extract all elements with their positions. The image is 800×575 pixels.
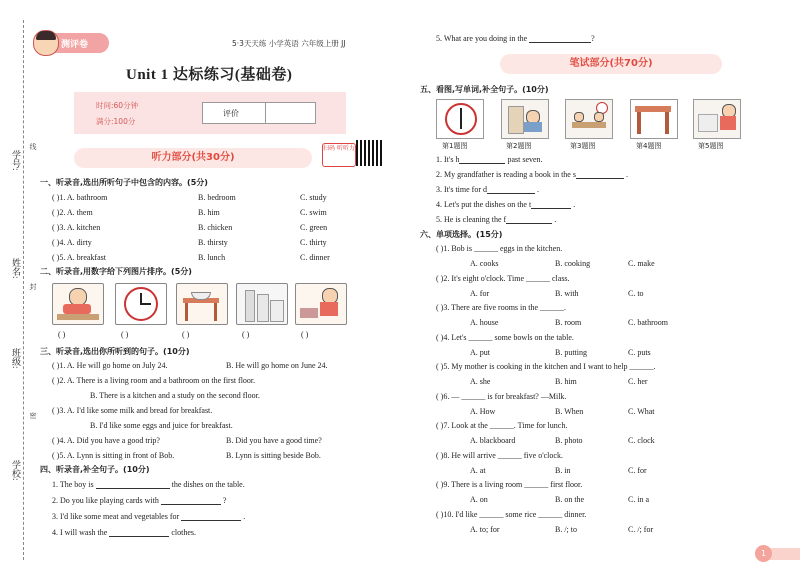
choice-c[interactable]: C. puts: [628, 347, 651, 357]
evaluation-box[interactable]: [202, 102, 316, 124]
option-c: C. study: [300, 193, 327, 202]
picture-caption: 第2题图: [506, 142, 532, 150]
section-4-heading: 四、听录音,补全句子。(10分): [40, 465, 150, 474]
info-panel: [74, 92, 346, 134]
answer-blank[interactable]: [531, 200, 571, 209]
choice-b[interactable]: B. on the: [555, 495, 585, 504]
listening-section-banner: [74, 148, 312, 168]
choice-a[interactable]: A. she: [470, 377, 491, 386]
picture-5-2: [501, 99, 549, 139]
sentence-start: 2. Do you like playing cards with: [52, 496, 159, 505]
choice-question: ( )4. Let's ______ some bowls on the table.: [436, 332, 574, 342]
choice-a[interactable]: A. to; for: [470, 524, 500, 534]
choice-a[interactable]: A. on: [470, 495, 488, 504]
question-text: ( )1. A. bathroom: [52, 193, 108, 202]
sentence-option: B. Lynn is sitting beside Bob.: [226, 451, 321, 460]
score-info: 满分:100分: [96, 117, 136, 126]
question-text: ( )4. A. dirty: [52, 238, 92, 247]
picture-5-4: [630, 99, 678, 139]
class-label: 班级:: [11, 348, 21, 369]
sentence-start: 4. I will wash the: [52, 528, 108, 537]
answer-blank[interactable]: [96, 480, 170, 489]
choice-c[interactable]: C. /; for: [628, 524, 654, 534]
option-c: C. thirty: [300, 238, 327, 247]
number-label: 学号:: [11, 150, 21, 171]
answer-blank[interactable]: [506, 215, 552, 224]
mascot-icon: [33, 30, 59, 56]
choice-question: ( )3. There are five rooms in the ______.: [436, 303, 567, 312]
binding-margin: [6, 0, 36, 575]
choice-question: ( )6. — ______ is for breakfast? —Milk.: [436, 391, 567, 401]
choice-a[interactable]: A. put: [470, 347, 490, 357]
option-b: B. lunch: [198, 253, 226, 262]
choice-c[interactable]: C. her: [628, 377, 648, 386]
badge-label: 测评卷: [61, 40, 89, 50]
answer-bracket[interactable]: ( ): [242, 330, 250, 339]
picture-clock: [115, 283, 167, 325]
book-header: 5·3天天练 小学英语 六年级上册 JJ: [232, 39, 346, 48]
choice-question: ( )1. Bob is ______ eggs in the kitchen.: [436, 244, 563, 253]
choice-b[interactable]: B. photo: [555, 436, 583, 445]
answer-blank[interactable]: [487, 185, 535, 194]
choice-b[interactable]: B. /; to: [555, 524, 578, 534]
sentence-end: .: [625, 170, 628, 179]
choice-question: ( )2. It's eight o'clock. Time ______ class.: [436, 273, 570, 283]
sentence-option: ( )4. A. Did you have a good trip?: [52, 436, 160, 445]
answer-bracket[interactable]: ( ): [182, 330, 190, 339]
answer-blank[interactable]: [181, 512, 241, 521]
picture-caption: 第3题图: [570, 142, 596, 150]
choice-question: ( )5. My mother is cooking in the kitchen and I want to help ______.: [436, 362, 656, 371]
seal-char-3: 密: [29, 412, 37, 419]
sentence-start: 1. It's h: [436, 155, 460, 164]
choice-a[interactable]: A. cooks: [470, 259, 499, 268]
answer-bracket[interactable]: ( ): [121, 330, 129, 339]
school-label: 学校:: [11, 460, 21, 481]
choice-c[interactable]: C. to: [628, 288, 644, 298]
sentence-end: .: [554, 215, 557, 224]
choice-b[interactable]: B. When: [555, 406, 584, 416]
sentence-end: .: [537, 185, 539, 194]
option-b: B. bedroom: [198, 193, 236, 202]
name-label: 姓名:: [11, 258, 21, 279]
picture-boy-cleaning: [295, 283, 347, 325]
time-info: 时间:60分钟: [96, 101, 139, 110]
answer-blank[interactable]: [161, 496, 221, 505]
option-b: B. chicken: [198, 223, 233, 232]
seal-char-1: 线: [29, 143, 37, 150]
picture-boy-eating: [52, 283, 104, 325]
choice-c[interactable]: C. in a: [628, 495, 650, 504]
picture-5-5: [693, 99, 741, 139]
answer-blank[interactable]: [459, 155, 505, 164]
section-2-heading: 二、听录音,用数字给下列图片排序。(5分): [40, 267, 192, 276]
picture-caption: 第5题图: [698, 142, 724, 150]
answer-bracket[interactable]: ( ): [58, 330, 66, 339]
sentence-start: 5. He is cleaning the f: [436, 215, 507, 224]
picture-caption: 第1题图: [442, 142, 468, 150]
choice-question: ( )7. Look at the ______. Time for lunch.: [436, 421, 568, 430]
choice-b[interactable]: B. him: [555, 377, 577, 386]
clock-icon: [124, 287, 158, 321]
sentence-option: B. There is a kitchen and a study on the second floor.: [90, 391, 260, 400]
sentence-start: 5. What are you doing in the: [436, 34, 528, 43]
sentence-option: ( )2. A. There is a living room and a bathroom on the first floor.: [52, 376, 256, 385]
question-text: ( )3. A. kitchen: [52, 223, 101, 232]
sentence-start: 3. It's time for d: [436, 185, 487, 194]
option-c: C. swim: [300, 208, 327, 217]
section-6-heading: 六、单项选择。(15分): [420, 230, 503, 239]
question-text: ( )2. A. them: [52, 208, 93, 217]
fill-in-sentence: [52, 512, 245, 521]
choice-b[interactable]: B. in: [555, 465, 571, 475]
sentence-option: B. I'd like some eggs and juice for breakfast.: [90, 421, 233, 430]
picture-bathroom: [236, 283, 288, 325]
fill-in-sentence: [436, 215, 556, 224]
answer-blank[interactable]: [529, 34, 591, 43]
answer-bracket[interactable]: ( ): [301, 330, 309, 339]
sentence-end: ?: [591, 34, 595, 43]
fill-in-sentence: [436, 155, 543, 164]
answer-blank[interactable]: [576, 170, 624, 179]
choice-a[interactable]: A. How: [470, 406, 496, 416]
choice-c[interactable]: C. make: [628, 259, 655, 268]
choice-a[interactable]: A. house: [470, 318, 499, 327]
section-3-heading: 三、听录音,选出你所听到的句子。(10分): [40, 347, 190, 356]
sentence-end: the dishes on the table.: [171, 480, 245, 489]
picture-caption: 第4题图: [636, 142, 662, 150]
sentence-option: ( )5. A. Lynn is sitting in front of Bob.: [52, 451, 175, 460]
choice-c[interactable]: C. bathroom: [628, 318, 668, 327]
written-section-banner: [500, 54, 722, 74]
option-c: C. green: [300, 223, 328, 232]
page-title: Unit 1 达标练习(基础卷): [126, 67, 293, 83]
qr-caption: 扫码 听听力: [322, 143, 356, 167]
qr-code-icon[interactable]: [356, 140, 382, 166]
section-1-heading: 一、听录音,选出所听句子中包含的内容。(5分): [40, 178, 208, 187]
choice-b[interactable]: B. putting: [555, 347, 588, 357]
evaluation-divider: [265, 103, 266, 123]
fill-in-sentence: [52, 480, 245, 489]
choice-question: ( )8. He will arrive ______ five o'clock.: [436, 450, 563, 460]
sentence-start: 3. I'd like some meat and vegetables for: [52, 512, 180, 521]
sentence-start: 1. The boy is: [52, 480, 94, 489]
test-badge: [35, 33, 109, 53]
sentence-option: B. Did you have a good time?: [226, 436, 322, 445]
choice-b[interactable]: B. cooking: [555, 259, 591, 268]
listening-banner-text: 听力部分(共30分): [151, 152, 235, 163]
choice-a[interactable]: A. at: [470, 465, 486, 475]
choice-c[interactable]: C. for: [628, 465, 647, 475]
sentence-option: ( )1. A. He will go home on July 24.: [52, 361, 168, 370]
fill-in-sentence: [52, 528, 196, 537]
sentence-end: .: [243, 512, 246, 521]
picture-5-1: [436, 99, 484, 139]
seal-char-2: 封: [29, 283, 37, 290]
option-b: B. thirsty: [198, 238, 228, 247]
choice-b[interactable]: B. room: [555, 318, 582, 327]
evaluation-label: 评价: [223, 109, 239, 118]
fill-in-sentence: [436, 170, 628, 179]
choice-question: ( )9. There is a living room ______ first floor.: [436, 480, 583, 489]
question-text: ( )5. A. breakfast: [52, 253, 106, 262]
clock-icon: [445, 103, 477, 135]
sentence-end: .: [573, 200, 576, 209]
section-5-heading: 五、看图,写单词,补全句子。(10分): [420, 85, 549, 94]
choice-question: ( )10. I'd like ______ some rice ______ dinner.: [436, 509, 587, 519]
answer-blank[interactable]: [109, 528, 169, 537]
fill-in-sentence: [436, 200, 575, 209]
written-banner-text: 笔试部分(共70分): [569, 58, 653, 69]
choice-c[interactable]: C. clock: [628, 436, 655, 445]
choice-c[interactable]: C. What: [628, 406, 655, 416]
fill-in-sentence: [52, 496, 226, 505]
sentence-end: ?: [222, 496, 227, 505]
sentence-start: 2. My grandfather is reading a book in the s: [436, 170, 576, 179]
sentence-option: ( )3. A. I'd like some milk and bread for breakfast.: [52, 406, 213, 415]
sentence-start: 4. Let's put the dishes on the t: [436, 200, 532, 209]
picture-table-dishes: [176, 283, 228, 325]
sentence-end: past seven.: [507, 155, 543, 164]
choice-b[interactable]: B. with: [555, 288, 579, 298]
sentence-end: clothes.: [171, 528, 196, 537]
fill-in-sentence: [436, 185, 539, 194]
fold-line: [23, 20, 24, 560]
picture-5-3: [565, 99, 613, 139]
option-b: B. him: [198, 208, 220, 217]
choice-a[interactable]: A. for: [470, 288, 490, 298]
sentence-option: B. He will go home on June 24.: [226, 361, 328, 370]
choice-a[interactable]: A. blackboard: [470, 436, 516, 445]
page-number: 1: [755, 545, 772, 562]
fill-in-sentence: [436, 34, 595, 43]
option-c: C. dinner: [300, 253, 330, 262]
